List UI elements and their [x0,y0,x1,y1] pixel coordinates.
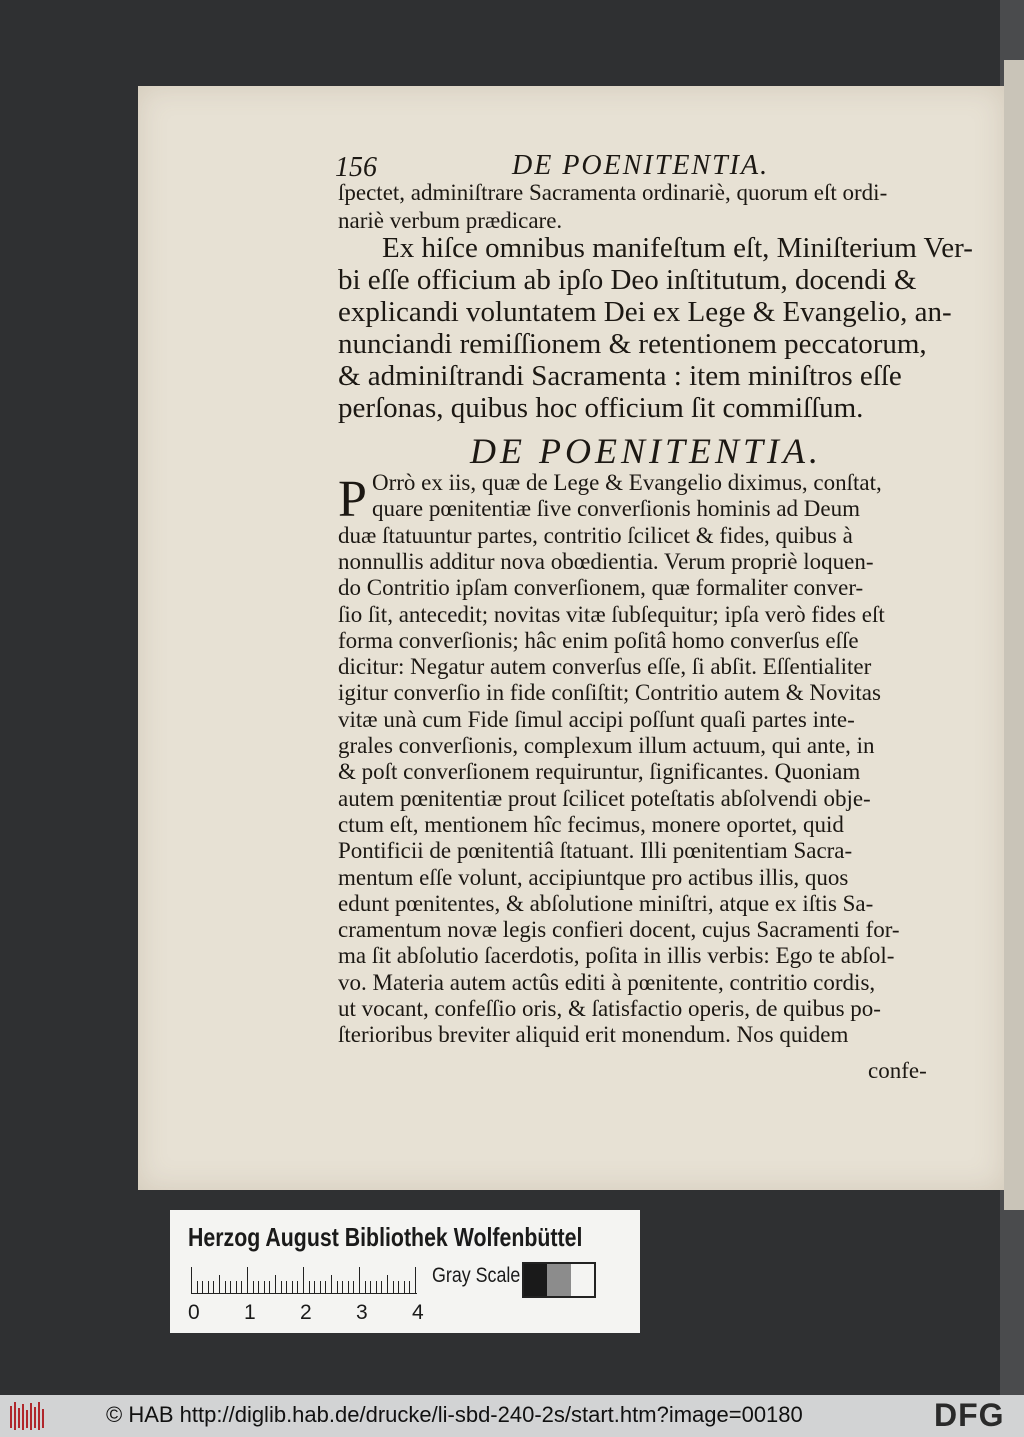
para3-line: edunt pœnitentes, & abſolutione miniſtri, atque ex iſtis Sa- [338,890,874,916]
gray-scale-swatches [522,1262,596,1298]
dfg-logo: DFG [934,1397,1005,1433]
para2-line: explicandi voluntatem Dei ex Lege & Evangelio, an- [338,296,952,328]
ruler-tick [387,1275,388,1293]
color-calibration-card [170,1210,640,1333]
gray-scale-label: Gray Scale [432,1264,521,1287]
ruler-tick [286,1281,287,1293]
para3-line: forma converſionis; hâc enim poſitâ homo converſus eſſe [338,627,859,653]
para3-line: & poſt converſionem requiruntur, ſignificantes. Quoniam [338,759,861,785]
ruler-tick [219,1275,220,1293]
ruler-tick [297,1281,298,1293]
para3-line: Pontificii de pœnitentiâ ſtatuant. Illi pœnitentiam Sacra- [338,838,853,864]
footer-credit-link[interactable]: © HAB http://diglib.hab.de/drucke/li-sbd-240-2s/start.htm?image=00180 [106,1402,803,1427]
para3-line: nonnullis additur nova obœdientia. Verum propriè loquen- [338,548,874,574]
ruler-tick [331,1275,332,1293]
para3-line: ut vocant, confeſſio oris, & ſatisfactio operis, de quibus po- [338,996,881,1021]
drop-cap: P [338,471,367,528]
ruler-tick [404,1281,405,1293]
scale-ruler [191,1265,417,1294]
page-number: 156 [335,152,377,183]
para3-line: autem pœnitentiæ prout ſcilicet poteſtatis abſolvendi obje- [338,785,871,811]
gray-swatch [547,1264,570,1296]
ruler-digit: 3 [356,1301,368,1324]
running-title: DE POENITENTIA. [512,150,770,181]
ruler-tick [292,1281,293,1293]
gray-swatch [571,1264,594,1296]
ruler-tick [236,1281,237,1293]
ruler-tick [253,1281,254,1293]
footer-bar [0,1395,1024,1437]
ruler-tick [225,1281,226,1293]
ruler-tick [230,1281,231,1293]
ruler-tick [376,1281,377,1293]
ruler-tick [348,1281,349,1293]
ruler-tick [213,1281,214,1293]
para2-line: & adminiſtrandi Sacramenta : item miniſtros eſſe [338,360,902,392]
ruler-tick [241,1281,242,1293]
ruler-tick [309,1281,310,1293]
para3-line: mentum eſſe volunt, accipiuntque pro actibus illis, quos [338,864,849,890]
ruler-tick [197,1281,198,1293]
ruler-tick [202,1281,203,1293]
ruler-tick [353,1281,354,1293]
ruler-tick [337,1281,338,1293]
ruler-tick [398,1281,399,1293]
ruler-tick [365,1281,366,1293]
facing-page-edge [1004,60,1024,1210]
ruler-tick [325,1281,326,1293]
ruler-tick [409,1281,410,1293]
ruler-tick [191,1267,192,1293]
ruler-tick [275,1275,276,1293]
ruler-tick [359,1267,360,1293]
ruler-tick [269,1281,270,1293]
para2-line: perſonas, quibus hoc officium ſit commiſſum. [338,392,864,424]
section-heading: DE POENITENTIA. [470,431,822,471]
ruler-tick [370,1281,371,1293]
para2-line: nunciandi remiſſionem & retentionem peccatorum, [338,328,927,360]
ruler-digit: 2 [300,1301,312,1324]
para3-line: igitur converſio in fide conſiſtit; Contritio autem & Novitas [338,680,881,706]
para1-line: ſpectet, adminiſtrare Sacramenta ordinariè, quorum eſt ordi- [338,180,888,205]
para3-line: ſterioribus breviter aliquid erit monendum. Nos quidem [338,1022,849,1048]
para3-line: grales converſionis, complexum illum actuum, qui ante, in [338,733,875,758]
para3-line: do Contritio ipſam converſionem, quæ formaliter conver- [338,575,864,601]
para3-line: quare pœnitentiæ ſive converſionis hominis ad Deum [372,496,861,522]
para3-line: dicitur: Negatur autem converſus eſſe, ſi abſit. Eſſentialiter [338,654,872,680]
para3-line: ctum eſt, mentionem hîc fecimus, monere oportet, quid [338,811,844,837]
para3-line: ſio ſit, antecedit; novitas vitæ ſubſequitur; ipſa verò fides eſt [338,601,885,627]
para3-line: ma ſit abſolutio ſacerdotis, poſita in illis verbis: Ego te abſol- [338,943,895,969]
ruler-tick [264,1281,265,1293]
gray-swatch [524,1264,547,1296]
para3-line: vo. Materia autem actûs editi à pœnitente, contritio cordis, [338,969,876,995]
catchword: confe- [868,1058,927,1083]
hab-logo-icon [8,1400,48,1432]
ruler-tick [303,1267,304,1293]
para3-line: vitæ unà cum Fide ſimul accipi poſſunt quaſi partes inte- [338,706,855,732]
ruler-tick [415,1267,416,1293]
ruler-tick [258,1281,259,1293]
ruler-tick [314,1281,315,1293]
ruler-tick [281,1281,282,1293]
library-name: Herzog August Bibliothek Wolfenbüttel [188,1222,583,1252]
para1-line: nariè verbum prædicare. [338,208,563,233]
para3-line: cramentum novæ legis confieri docent, cujus Sacramenti for- [338,917,900,943]
para3-line: Orrò ex iis, quæ de Lege & Evangelio diximus, conſtat, [372,470,882,495]
para2-line: bi eſſe officium ab ipſo Deo inſtitutum, docendi & [338,264,917,296]
ruler-tick [320,1281,321,1293]
ruler-tick [247,1267,248,1293]
ruler-tick [342,1281,343,1293]
ruler-tick [208,1281,209,1293]
ruler-digit: 4 [412,1301,424,1324]
ruler-tick [393,1281,394,1293]
para3-line: duæ ſtatuuntur partes, contritio ſcilicet & fides, quibus à [338,522,853,548]
ruler-digit: 1 [244,1301,256,1324]
ruler-digit: 0 [188,1301,200,1324]
ruler-tick [381,1281,382,1293]
para2-line: Ex hiſce omnibus manifeſtum eſt, Miniſterium Ver- [382,232,973,264]
